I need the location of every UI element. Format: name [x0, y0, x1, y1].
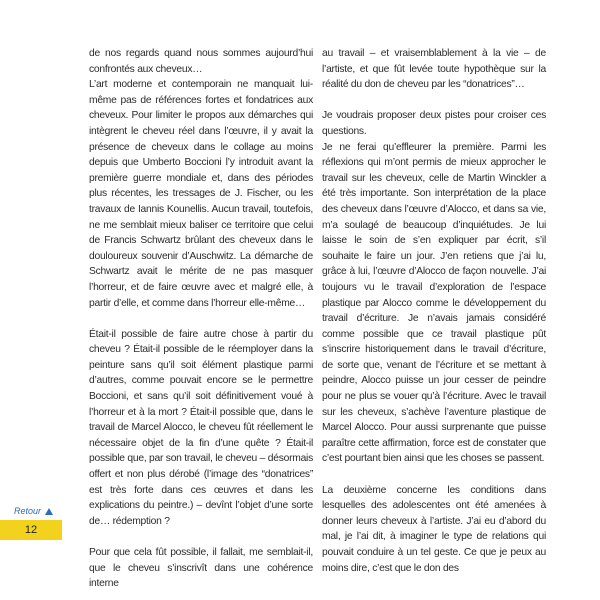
paragraph: au travail – et vraisemblablement à la vie – de l’artiste, et que fût levée toute hypothèque sur la réalité du don de cheveu par les “donatrices”… [322, 48, 546, 91]
triangle-up-icon [45, 508, 53, 515]
paragraph: L’art moderne et contemporain ne manquait lui-même pas de références fortes et fondatrices aux cheveux. Pour limiter le propos aux démarches qui intègrent le cheveu réel dans l’œuvre, il y avait la présence de cheveux dans le collage au moins depuis que Umberto Boccioni l’y introduit avant la première guerre mondiale et, dans des périodes plus récentes, les tressages de J. Fischer, ou les travaux de Iannis Kounellis. Aucun travail, toutefois, ne me semblait mieux baliser ce territoire que celui de Francis Schwartz brûlant des cheveux dans le douloureux souvenir d’Auschwitz. La démarche de Schwartz avait le mérite de ne pas masquer l’horreur, et de faire œuvre avec et malgré elle, à partir d’elle, et comme dans l’horreur elle-même… [89, 79, 313, 309]
paragraph: Était-il possible de faire autre chose à partir du cheveu ? Était-il possible de le réemployer dans la peinture sans qu’il soit élément plastique parmi d’autres, comme pouvait encore se le permettre Boccioni, et sans qu’il soit définitivement voué à l’horreur et à la mort ? Était-il possible que, dans le travail de Marcel Alocco, le cheveu fût réellement le nécessaire objet de la fin d’une quête ? Était-il possible que, par son travail, le cheveu – désormais offert et non plus dérobé (l’image des “donatrices” est très forte dans ces œuvres et dans les explications du peintre.) – devînt l’objet d’une sorte de… rédemption ? [89, 328, 313, 527]
page-number-label: 12 [24, 524, 38, 536]
text-column-right [322, 46, 546, 576]
text-column-left [89, 46, 313, 592]
retour-link[interactable] [14, 506, 53, 516]
paragraph: La deuxième concerne les conditions dans lesquelles des adolescentes ont été amenées à donner leurs cheveux à l’artiste. J’ai eu d’abord du mal, je l’ai dit, à imaginer le type de relations qui pouvait conduire à un tel geste. Ce que je peux au moins dire, c’est que le don des [322, 484, 546, 574]
paragraph: Pour que cela fût possible, il fallait, me semblait-il, que le cheveu s’inscrivît dans une cohérence interne [89, 547, 313, 590]
page-number [0, 520, 62, 540]
paragraph: de nos regards quand nous sommes aujourd’hui confrontés aux cheveux… [89, 48, 313, 75]
paragraph: Je voudrais proposer deux pistes pour croiser ces questions. [322, 110, 546, 137]
retour-label: Retour [14, 506, 42, 516]
paragraph: Je ne ferai qu’effleurer la première. Parmi les réflexions qui m’ont permis de mieux approcher le travail sur les cheveux, celle de Martin Winckler a été très importante. Son interprétation de la place des cheveux dans l’œuvre d’Alocco, et dans sa vie, m’a soulagé de beaucoup d’inquiétudes. Je lui laisse le soin de s’en expliquer par écrit, s’il souhaite le faire un jour. J’en retiens que j’ai lu, grâce à lui, l’œuvre d’Alocco de façon nouvelle. J’ai toujours vu le travail d’exploration de l’espace plastique par Alocco comme le développement du travail d’écriture. Je n’avais jamais considéré comme possible que ce travail plastique pût s’inscrire historiquement dans le travail d’écriture, de sorte que, venant de l’écriture et se mettant à peindre, Alocco puisse un jour cesser de peindre pour ne plus se vouer qu’à l’écriture. Avec le travail sur les cheveux, s’achève l’aventure plastique de Marcel Alocco. Pour aussi surprenante que puisse paraître cette affirmation, force est de constater que c’est pourtant bien ainsi que les choses se passent. [322, 141, 546, 465]
